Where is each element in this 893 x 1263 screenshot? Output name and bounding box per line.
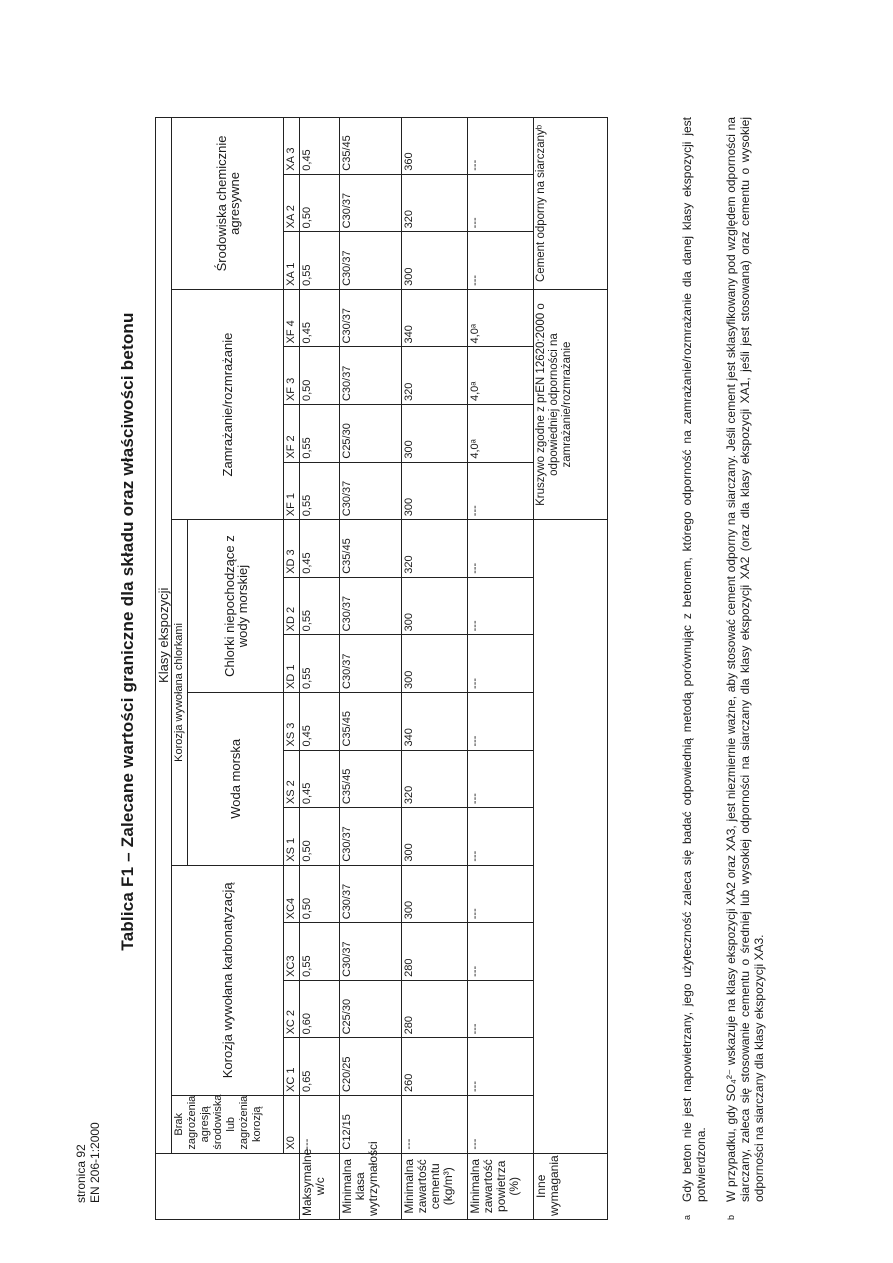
- table-cell: 0,50: [300, 865, 340, 923]
- table-cell: C35/45: [340, 118, 402, 175]
- table-cell: 340: [402, 692, 468, 750]
- other-chlorides-header: Chlorki niepochodzące z wody morskiej: [188, 520, 284, 693]
- table-cell: 0,55: [300, 923, 340, 981]
- table-cell: 280: [402, 923, 468, 981]
- table-cell: C30/37: [340, 347, 402, 405]
- exposure-class-code: XA 2: [284, 174, 300, 232]
- table-cell: 0,65: [300, 1038, 340, 1096]
- table-cell: C30/37: [340, 462, 402, 520]
- exposure-class-code: XD 1: [284, 635, 300, 693]
- chloride-header: Korozja wywołana chlorkami: [172, 520, 188, 865]
- table-cell: 260: [402, 1038, 468, 1096]
- table-cell: ---: [468, 923, 534, 981]
- table-cell: ---: [468, 1038, 534, 1096]
- exposure-class-code: XF 4: [284, 289, 300, 347]
- table-cell: 4,0ᵃ: [468, 289, 534, 347]
- carbonation-header: Korozja wywołana karbonatyzacją: [172, 865, 284, 1095]
- footnote-b-mark: b: [726, 1214, 736, 1220]
- table-cell: 4,0ᵃ: [468, 347, 534, 405]
- exposure-class-code: X0: [284, 1095, 300, 1153]
- table-cell: C30/37: [340, 865, 402, 923]
- table-cell: 0,45: [300, 692, 340, 750]
- table-cell: 0,45: [300, 118, 340, 175]
- row-label: Inne wymagania: [534, 1153, 608, 1219]
- table-cell: C20/25: [340, 1038, 402, 1096]
- exposure-class-code: XC3: [284, 923, 300, 981]
- table-cell: C35/45: [340, 520, 402, 578]
- corner-cell: [156, 1153, 300, 1219]
- freeze-aggregate-requirement: Kruszywo zgodne z prEN 12620:2000 o odpowiedniej odporności na zamrażanie/rozmrażanie: [534, 289, 608, 519]
- table-cell: 320: [402, 750, 468, 808]
- table-cell: 300: [402, 462, 468, 520]
- table-cell: [534, 520, 608, 1153]
- exposure-class-code: XD 2: [284, 577, 300, 635]
- table-cell: ---: [468, 635, 534, 693]
- exposure-class-code: XF 1: [284, 462, 300, 520]
- row-label: Minimalna zawartość cementu (kg/m³): [402, 1153, 468, 1219]
- table-cell: ---: [402, 1095, 468, 1153]
- table-cell: C35/45: [340, 750, 402, 808]
- table-row: [402, 118, 468, 1220]
- table-cell: 340: [402, 289, 468, 347]
- table-cell: ---: [468, 232, 534, 290]
- exposure-limits-table: [155, 117, 608, 1220]
- exposure-class-code: XA 3: [284, 118, 300, 175]
- table-cell: 0,55: [300, 232, 340, 290]
- table-cell: 0,55: [300, 635, 340, 693]
- table-cell: C30/37: [340, 577, 402, 635]
- standard-reference: EN 206-1:2000: [88, 1122, 102, 1203]
- table-cell: ---: [468, 462, 534, 520]
- table-cell: 0,55: [300, 405, 340, 463]
- table-cell: 300: [402, 577, 468, 635]
- sea-water-header: Woda morska: [188, 692, 284, 865]
- footnote-a-text: Gdy beton nie jest napowietrzany, jego użyteczność zaleca się badać odpowiednią metodą porównując z betonem, którego odporność na zamrażanie/rozmrażanie dla danej klasy ekspozycji jest potwierdzona.: [680, 117, 708, 1202]
- table-cell: ---: [468, 1095, 534, 1153]
- exposure-classes-header: Klasy ekspozycji: [156, 118, 172, 1154]
- table-cell: 320: [402, 520, 468, 578]
- table-cell: ---: [468, 520, 534, 578]
- table-cell: C30/37: [340, 923, 402, 981]
- table-cell: 0,50: [300, 347, 340, 405]
- table-cell: ---: [300, 1095, 340, 1153]
- table-cell: 0,60: [300, 980, 340, 1038]
- table-cell: 300: [402, 808, 468, 866]
- exposure-class-code: XF 3: [284, 347, 300, 405]
- table-cell: C30/37: [340, 808, 402, 866]
- table-cell: ---: [468, 692, 534, 750]
- table-cell: 0,45: [300, 289, 340, 347]
- row-label: Minimalna zawartość powietrza (%): [468, 1153, 534, 1219]
- table-cell: ---: [468, 980, 534, 1038]
- table-cell: ---: [468, 750, 534, 808]
- table-cell: 0,55: [300, 462, 340, 520]
- freeze-thaw-header: Zamrażanie/rozmrażanie: [172, 289, 284, 519]
- footnote-b: [724, 117, 766, 1220]
- row-label: Maksymalne w/c: [300, 1153, 340, 1219]
- table-cell: C30/37: [340, 174, 402, 232]
- table-cell: ---: [468, 577, 534, 635]
- table-cell: C25/30: [340, 405, 402, 463]
- exposure-class-code: XC 1: [284, 1038, 300, 1096]
- table-cell: 360: [402, 118, 468, 175]
- exposure-class-code: XC4: [284, 865, 300, 923]
- table-row: [534, 118, 608, 1220]
- table-row: [340, 118, 402, 1220]
- table-title: Tablica F1 – Zalecane wartości graniczne dla składu oraz właściwości betonu: [118, 312, 137, 951]
- no-risk-header: Brak zagrożenia agresją środowiska lub zagrożenia korozją: [172, 1095, 284, 1153]
- table-cell: ---: [468, 865, 534, 923]
- footnote-b-text: W przypadku, gdy SO₄²⁻ wskazuje na klasy ekspozycji XA2 oraz XA3, jest niezmiernie ważne, aby stosować cement odporny na siarczany. Jeśli cement jest sklasyfikowany pod względem odporności na siarczany, zaleca się stosowanie cementu o średniej lub wysokiej odporności na siarczany dla klasy ekspozycji XA2 (oraz dla klasy ekspozycji XA1, jeśli jest stosowana) oraz cementu o wysokiej odporności na siarczany dla klasy ekspozycji XA3.: [724, 117, 766, 1202]
- table-cell: 300: [402, 405, 468, 463]
- page-number: stronica 92: [74, 1144, 88, 1203]
- table-cell: 0,45: [300, 520, 340, 578]
- table-cell: 300: [402, 635, 468, 693]
- table-cell: C30/37: [340, 635, 402, 693]
- exposure-class-code: XS 1: [284, 808, 300, 866]
- table-cell: C30/37: [340, 289, 402, 347]
- table-cell: C12/15: [340, 1095, 402, 1153]
- table-cell: 0,50: [300, 174, 340, 232]
- table-cell: 320: [402, 174, 468, 232]
- table-cell: 300: [402, 232, 468, 290]
- table-cell: C25/30: [340, 980, 402, 1038]
- exposure-class-code: XD 3: [284, 520, 300, 578]
- sulfate-cement-requirement: Cement odporny na siarczanyᵇ: [534, 118, 608, 290]
- table-cell: 0,50: [300, 808, 340, 866]
- exposure-class-code: XA 1: [284, 232, 300, 290]
- footnote-a: [680, 117, 708, 1220]
- exposure-class-code: XF 2: [284, 405, 300, 463]
- table-cell: 4,0ᵃ: [468, 405, 534, 463]
- row-label: Minimalna klasa wytrzymałości: [340, 1153, 402, 1219]
- table-cell: ---: [468, 118, 534, 175]
- table-cell: 0,45: [300, 750, 340, 808]
- table-cell: ---: [468, 808, 534, 866]
- table-cell: 0,55: [300, 577, 340, 635]
- exposure-class-code: XS 3: [284, 692, 300, 750]
- table-cell: ---: [468, 174, 534, 232]
- exposure-class-code: XC 2: [284, 980, 300, 1038]
- exposure-class-code: XS 2: [284, 750, 300, 808]
- table-cell: C30/37: [340, 232, 402, 290]
- table-cell: 300: [402, 865, 468, 923]
- footnote-a-mark: a: [682, 1214, 692, 1220]
- chemical-header: Środowiska chemicznie agresywne: [172, 118, 284, 290]
- table-cell: 280: [402, 980, 468, 1038]
- table-row: [468, 118, 534, 1220]
- table-cell: 320: [402, 347, 468, 405]
- table-row: [300, 118, 340, 1220]
- table-cell: C35/45: [340, 692, 402, 750]
